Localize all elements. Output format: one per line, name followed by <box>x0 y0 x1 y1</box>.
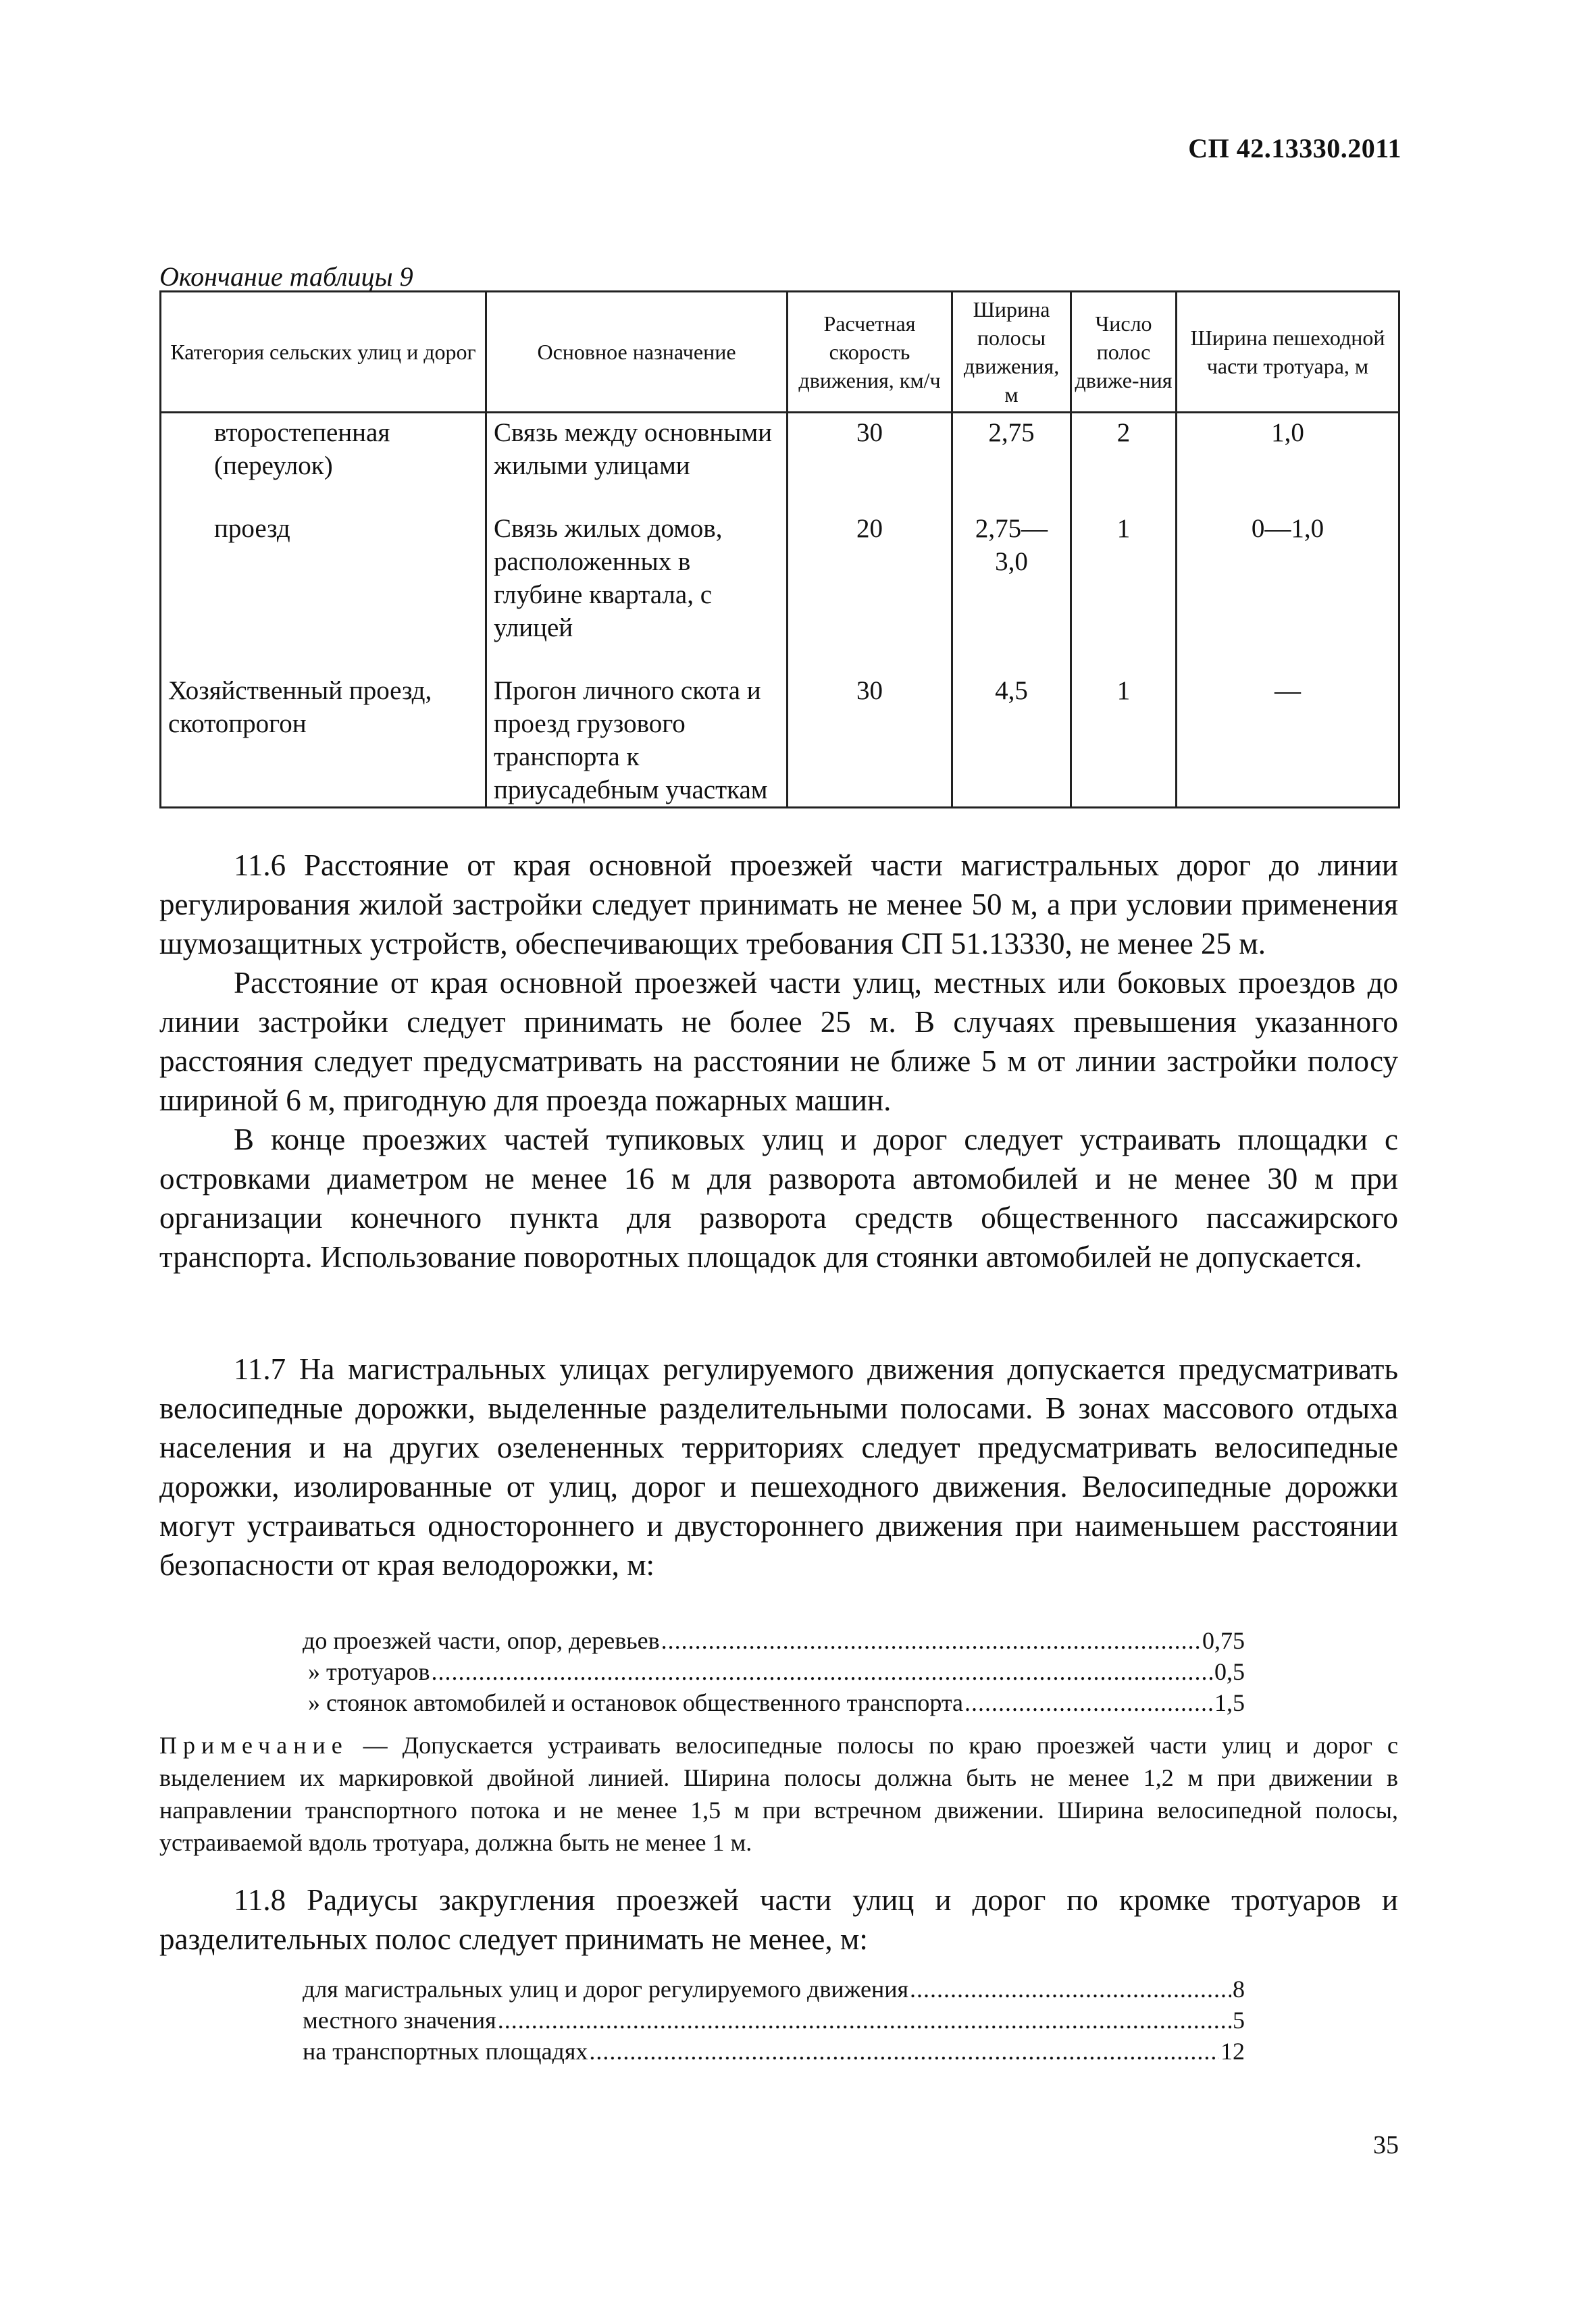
page-number: 35 <box>1373 2131 1399 2159</box>
cell-lanes: 1 <box>1071 509 1177 671</box>
cell-lanes: 2 <box>1071 413 1177 510</box>
section-11-8 <box>159 1880 1398 1959</box>
paragraph: 11.8 Радиусы закругления проезжей части улиц и дорог по кромке тротуаров и разделительных полос следует принимать не менее, м: <box>159 1883 1398 1956</box>
radius-list <box>303 1974 1245 2067</box>
list-item <box>303 2005 1245 2036</box>
list-item <box>303 1687 1245 1718</box>
cell-sidewalk: 1,0 <box>1177 413 1399 510</box>
list-item-label: для магистральных улиц и дорог регулируемого движения <box>303 1976 909 2003</box>
cell-speed: 20 <box>788 509 952 671</box>
cell-sidewalk: — <box>1177 671 1399 808</box>
cell-speed: 30 <box>788 413 952 510</box>
column-header: Основное назначение <box>486 292 788 413</box>
cell-sidewalk: 0—1,0 <box>1177 509 1399 671</box>
cell-purpose: Связь между основными жилыми улицами <box>486 413 788 510</box>
list-item-value: 12 <box>1220 2038 1245 2065</box>
cell-lanes: 1 <box>1071 671 1177 808</box>
list-item-value: 8 <box>1233 1976 1245 2003</box>
table-row <box>161 413 1399 510</box>
list-item <box>303 2036 1245 2067</box>
list-item-label: местного значения <box>303 2007 496 2034</box>
column-header: Число полос движе-ния <box>1071 292 1177 413</box>
list-item-value: 5 <box>1233 2007 1245 2034</box>
list-item-label: на транспортных площадях <box>303 2038 588 2065</box>
list-item <box>303 1625 1245 1656</box>
paragraph: 11.6 Расстояние от края основной проезжей части магистральных дорог до линии регулирования жилой застройки следует принимать не менее 50 м, а при условии применения шумозащитных устройств, обеспечивающих требования СП 51.13330, не менее 25 м. <box>159 848 1398 960</box>
column-header: Ширина полосы движения, м <box>952 292 1071 413</box>
table-header-row <box>161 292 1399 413</box>
list-item-value: 1,5 <box>1214 1689 1245 1716</box>
list-item-value: 0,75 <box>1202 1627 1245 1654</box>
section-11-6 <box>159 846 1398 1277</box>
cell-category: Хозяйственный проезд, скотопрогон <box>161 671 486 808</box>
cell-category: проезд <box>161 509 486 671</box>
cell-lane-width: 2,75—3,0 <box>952 509 1071 671</box>
note <box>159 1729 1398 1859</box>
note-label: Примечание <box>159 1732 349 1759</box>
table-row <box>161 671 1399 808</box>
cell-purpose: Прогон личного скота и проезд грузового транспорта к приусадебным участкам <box>486 671 788 808</box>
document-code: СП 42.13330.2011 <box>1188 133 1401 163</box>
list-item <box>303 1656 1245 1687</box>
list-item-label: до проезжей части, опор, деревьев <box>303 1627 660 1654</box>
cell-speed: 30 <box>788 671 952 808</box>
bike-lane-distances-list <box>303 1625 1245 1718</box>
list-item-label: » тротуаров <box>308 1658 430 1685</box>
list-item <box>303 1974 1245 2005</box>
column-header: Категория сельских улиц и дорог <box>161 292 486 413</box>
cell-lane-width: 4,5 <box>952 671 1071 808</box>
list-item-value: 0,5 <box>1214 1658 1245 1685</box>
paragraph: В конце проезжих частей тупиковых улиц и дорог следует устраивать площадки с островками диаметром не менее 16 м для разворота автомобилей и не менее 30 м при организации конечного пункта для разворота средств общественного пассажирского транспорта. Использование поворотных площадок для стоянки автомобилей не допускается. <box>159 1123 1398 1274</box>
roads-table <box>159 290 1400 808</box>
cell-category: второстепенная (переулок) <box>161 413 486 510</box>
column-header: Ширина пешеходной части тротуара, м <box>1177 292 1399 413</box>
section-11-7 <box>159 1349 1398 1585</box>
cell-purpose: Связь жилых домов, расположенных в глубине квартала, с улицей <box>486 509 788 671</box>
paragraph: 11.7 На магистральных улицах регулируемого движения допускается предусматривать велосипедные дорожки, выделенные разделительными полосами. В зонах массового отдыха населения и на других озелененных территориях следует предусматривать велосипедные дорожки, изолированные от улиц, дорог и пешеходного движения. Велосипедные дорожки могут устраиваться одностороннего и двустороннего движения при наименьшем расстоянии безопасности от края велодорожки, м: <box>159 1352 1398 1582</box>
list-item-label: » стоянок автомобилей и остановок общественного транспорта <box>308 1689 964 1716</box>
note-text: — Допускается устраивать велосипедные полосы по краю проезжей части улиц и дорог с выделением их маркировкой двойной линией. Ширина полосы должна быть не менее 1,2 м при движении в направлении транспортного потока и не менее 1,5 м при встречном движении. Ширина велосипедной полосы, устраиваемой вдоль тротуара, должна быть не менее 1 м. <box>159 1732 1398 1856</box>
paragraph: Расстояние от края основной проезжей части улиц, местных или боковых проездов до линии застройки следует принимать не более 25 м. В случаях превышения указанного расстояния следует предусматривать на расстоянии не ближе 5 м от линии застройки полосу шириной 6 м, пригодную для проезда пожарных машин. <box>159 966 1398 1117</box>
table-row <box>161 509 1399 671</box>
table-caption: Окончание таблицы 9 <box>159 261 413 292</box>
column-header: Расчетная скорость движения, км/ч <box>788 292 952 413</box>
cell-lane-width: 2,75 <box>952 413 1071 510</box>
